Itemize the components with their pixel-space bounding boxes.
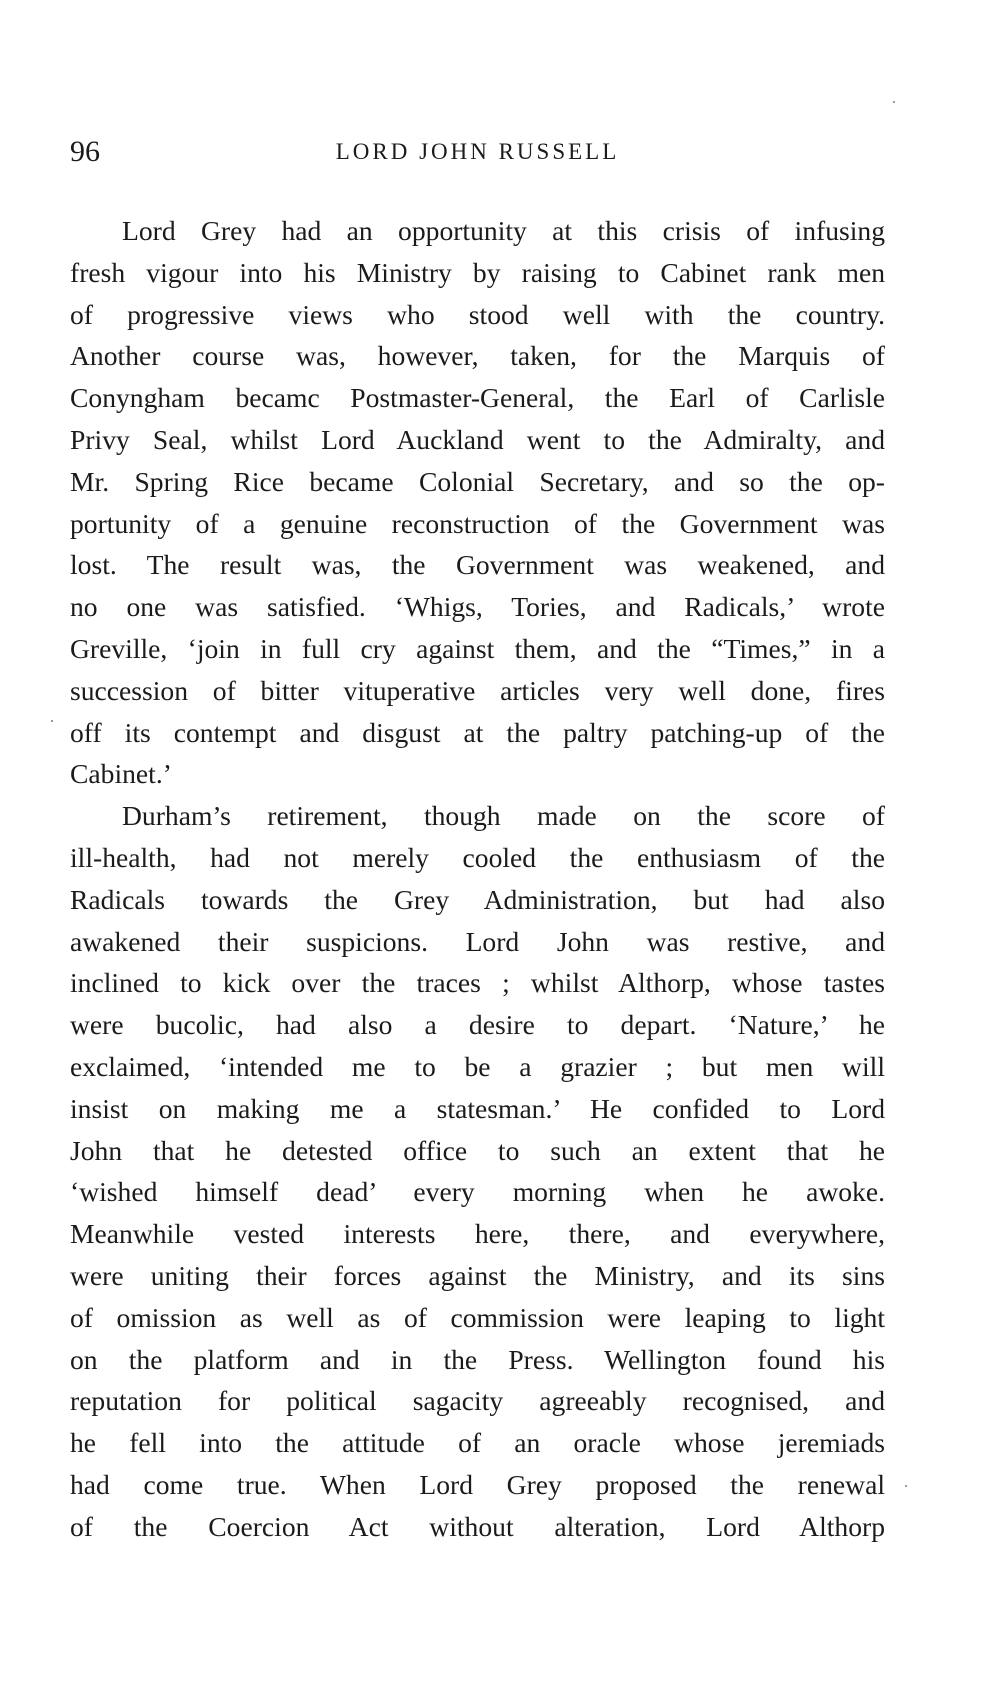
text-line: Conyngham becamc Postmaster-General, the Earl of Carlisle bbox=[70, 382, 885, 414]
text-line: John that he detested office to such an extent that he bbox=[70, 1134, 885, 1166]
text-line: were uniting their forces against the Ministry, and its sins bbox=[70, 1259, 885, 1291]
text-line: Durham’s retirement, though made on the score of bbox=[122, 800, 885, 832]
page-number: 96 bbox=[70, 135, 100, 168]
text-line: he fell into the attitude of an oracle whose jeremiads bbox=[70, 1427, 885, 1459]
text-line: Privy Seal, whilst Lord Auckland went to the Admiralty, and bbox=[70, 423, 885, 455]
text-line: reputation for political sagacity agreeably recognised, and bbox=[70, 1385, 885, 1417]
text-line: Cabinet.’ bbox=[70, 758, 172, 790]
text-line: ‘wished himself dead’ every morning when he awoke. bbox=[70, 1176, 885, 1208]
scan-speck bbox=[905, 1485, 907, 1487]
text-line: fresh vigour into his Ministry by raising to Cabinet rank men bbox=[70, 256, 885, 288]
text-line: of omission as well as of commission were leaping to light bbox=[70, 1301, 885, 1333]
text-line: inclined to kick over the traces ; whilst Althorp, whose tastes bbox=[70, 967, 885, 999]
text-line: no one was satisfied. ‘Whigs, Tories, and Radicals,’ wrote bbox=[70, 591, 885, 623]
scan-speck bbox=[893, 101, 895, 103]
scan-speck bbox=[51, 720, 53, 722]
running-title: LORD JOHN RUSSELL bbox=[335, 139, 620, 164]
running-head bbox=[70, 132, 885, 172]
text-line: ill-health, had not merely cooled the enthusiasm of the bbox=[70, 841, 885, 873]
text-line: succession of bitter vituperative articles very well done, fires bbox=[70, 674, 885, 706]
text-line: Meanwhile vested interests here, there, and everywhere, bbox=[70, 1218, 885, 1250]
text-line: insist on making me a statesman.’ He confided to Lord bbox=[70, 1092, 885, 1124]
text-line: Another course was, however, taken, for the Marquis of bbox=[70, 340, 885, 372]
text-line: portunity of a genuine reconstruction of the Government was bbox=[70, 507, 885, 539]
text-line: Greville, ‘join in full cry against them, and the “Times,” in a bbox=[70, 632, 885, 664]
body-text bbox=[70, 210, 885, 1548]
text-line: Lord Grey had an opportunity at this crisis of infusing bbox=[122, 215, 885, 246]
text-line: on the platform and in the Press. Wellington found his bbox=[70, 1343, 885, 1375]
text-line: Radicals towards the Grey Administration, but had also bbox=[70, 883, 885, 915]
text-line: of progressive views who stood well with the country. bbox=[70, 298, 885, 330]
text-line: exclaimed, ‘intended me to be a grazier ; but men will bbox=[70, 1050, 885, 1082]
text-line: had come true. When Lord Grey proposed the renewal bbox=[70, 1468, 885, 1500]
text-line: off its contempt and disgust at the paltry patching-up of the bbox=[70, 716, 885, 748]
text-line: Mr. Spring Rice became Colonial Secretary, and so the op- bbox=[70, 465, 885, 497]
text-line: of the Coercion Act without alteration, Lord Althorp bbox=[70, 1510, 885, 1542]
text-line: awakened their suspicions. Lord John was restive, and bbox=[70, 925, 885, 957]
text-line: were bucolic, had also a desire to depart. ‘Nature,’ he bbox=[70, 1009, 885, 1041]
text-line: lost. The result was, the Government was weakened, and bbox=[70, 549, 885, 581]
